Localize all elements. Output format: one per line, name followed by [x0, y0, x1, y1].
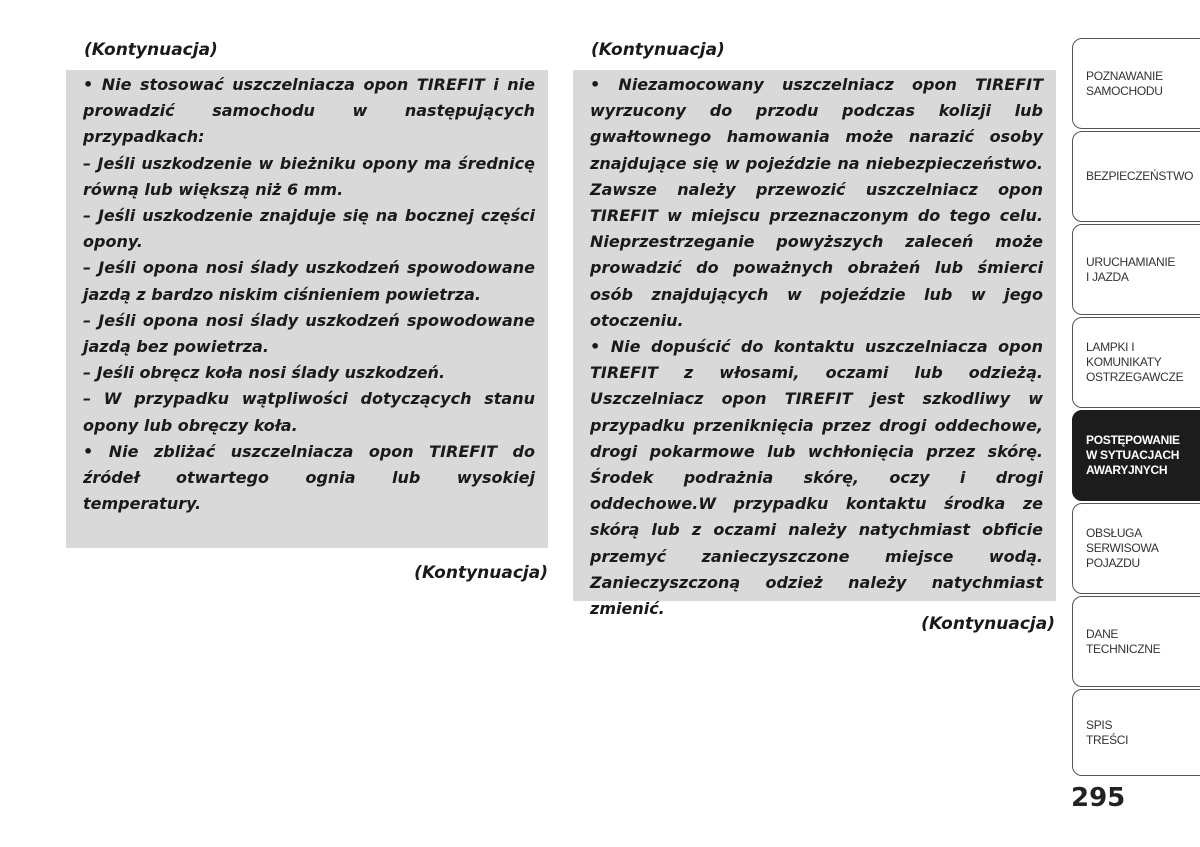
right-continuation-bottom: (Kontynuacja) — [921, 614, 1055, 634]
tab-bezpieczenstwo[interactable] — [1072, 131, 1200, 222]
tab-label: OBSŁUGA SERWISOWA POJAZDU — [1086, 526, 1159, 570]
tab-uruchamianie-i-jazda[interactable] — [1072, 224, 1200, 315]
left-continuation-bottom: (Kontynuacja) — [414, 563, 548, 583]
warning-paragraph: – Jeśli uszkodzenie znajduje się na bocznej części opony. — [83, 206, 535, 252]
tab-label: POZNAWANIE SAMOCHODU — [1086, 68, 1163, 98]
tab-label: DANE TECHNICZNE — [1086, 626, 1161, 656]
tab-lampki-i-komunikaty[interactable] — [1072, 317, 1200, 408]
tab-label: URUCHAMIANIE I JAZDA — [1086, 254, 1176, 284]
tab-postepowanie-awaryjne[interactable] — [1072, 410, 1200, 501]
warning-paragraph: • Nie stosować uszczelniacza opon TIREFIT i nie prowadzić samochodu w następujących przypadkach: — [83, 75, 535, 147]
warning-paragraph: • Nie dopuścić do kontaktu uszczelniacza opon TIREFIT z włosami, oczami lub odzieżą. Uszczelniacz opon TIREFIT jest szkodliwy w przypadku przeniknięcia przez drogi oddechowe, drogi pokarmowe lub wchłonięcia przez skórę. Środek podrażnia skórę, oczy i drogi oddechowe.W przypadku kontaktu środka ze skórą lub z oczami należy natychmiast obficie przemyć zanieczyszczone miejsce wodą. Zanieczyszczoną odzież należy natychmiast zmienić. — [590, 337, 1043, 619]
warning-paragraph: • Niezamocowany uszczelniacz opon TIREFIT wyrzucony do przodu podczas kolizji lub gwałtownego hamowania może narazić osoby znajdujące się w pojeździe na niebezpieczeństwo. Zawsze należy przewozić uszczelniacz opon TIREFIT w miejscu przeznaczonym do tego celu. Nieprzestrzeganie powyższych zaleceń może prowadzić do poważnych obrażeń lub śmierci osób znajdujących w pojeździe lub w jego otoczeniu. — [590, 75, 1043, 330]
left-continuation-top: (Kontynuacja) — [84, 40, 218, 60]
left-warning-box — [66, 70, 548, 548]
tab-label: POSTĘPOWANIE W SYTUACJACH AWARYJNYCH — [1086, 433, 1180, 477]
tab-label: BEZPIECZEŃSTWO — [1086, 169, 1194, 183]
warning-paragraph: – Jeśli opona nosi ślady uszkodzeń spowodowane jazdą z bardzo niskim ciśnieniem powietrza. — [83, 258, 535, 304]
warning-paragraph: – Jeśli uszkodzenie w bieżniku opony ma średnicę równą lub większą niż 6 mm. — [83, 153, 535, 199]
warning-paragraph: • Nie zbliżać uszczelniacza opon TIREFIT do źródeł otwartego ognia lub wysokiej temperatury. — [83, 441, 535, 514]
tab-dane-techniczne[interactable] — [1072, 596, 1200, 687]
tab-label: LAMPKI I KOMUNIKATY OSTRZEGAWCZE — [1086, 340, 1184, 384]
tab-spis-tresci[interactable] — [1072, 689, 1200, 776]
page-number: 295 — [1071, 783, 1126, 813]
right-continuation-top: (Kontynuacja) — [591, 40, 725, 60]
tab-obsluga-serwisowa[interactable] — [1072, 503, 1200, 594]
warning-paragraph: – Jeśli opona nosi ślady uszkodzeń spowodowane jazdą bez powietrza. — [83, 310, 535, 357]
tab-poznawanie-samochodu[interactable] — [1072, 38, 1200, 129]
right-warning-box — [573, 70, 1056, 619]
warning-paragraph: – Jeśli obręcz koła nosi ślady uszkodzeń. — [83, 363, 446, 383]
tab-label: SPIS TREŚCI — [1086, 717, 1129, 747]
warning-paragraph: – W przypadku wątpliwości dotyczących stanu opony lub obręczy koła. — [83, 389, 535, 435]
